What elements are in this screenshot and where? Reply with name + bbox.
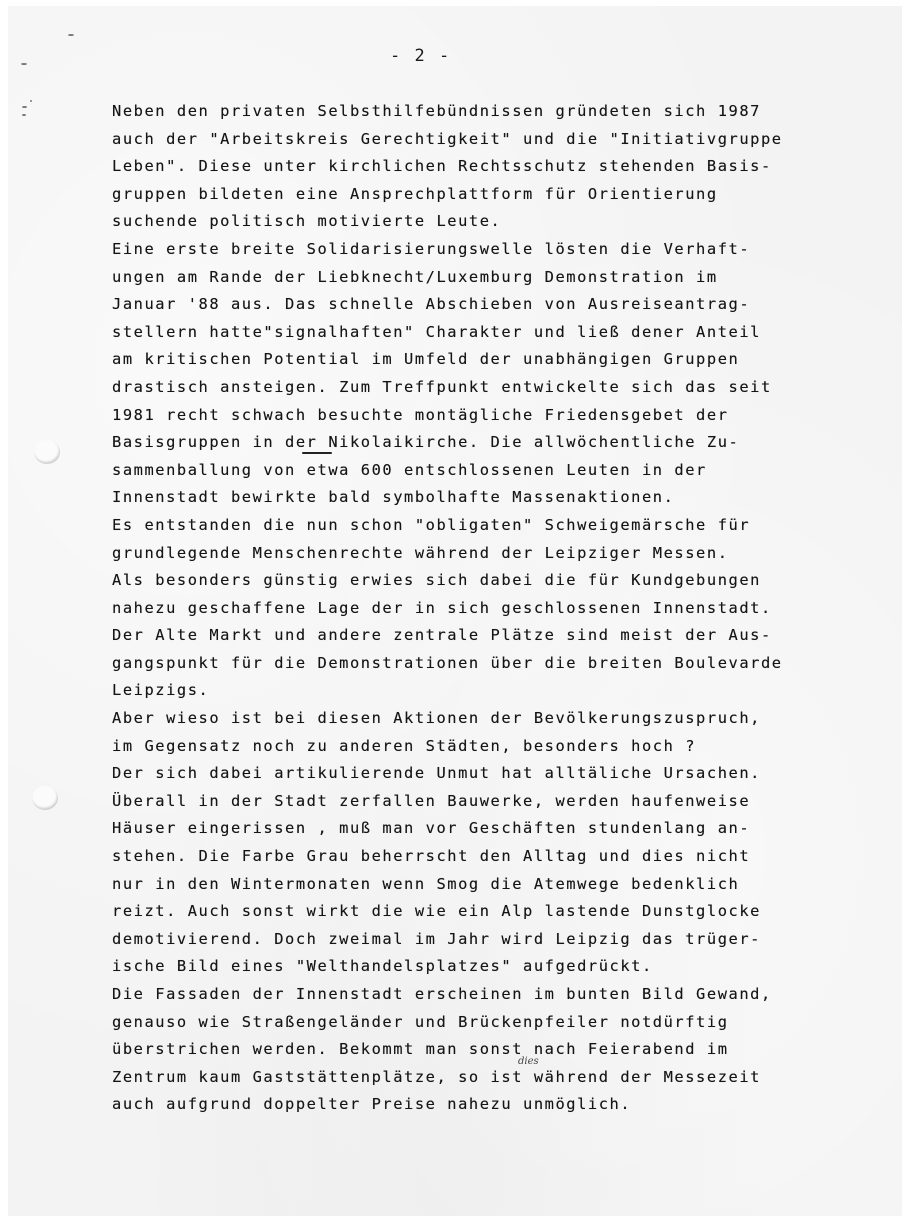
text-line: drastisch ansteigen. Zum Treffpunkt entwickelte sich das seit: [112, 377, 772, 396]
scan-speck: [21, 63, 27, 65]
text-line: Neben den privaten Selbsthilfebündnissen gründeten sich 1987: [112, 102, 761, 120]
text-line: Der Alte Markt und andere zentrale Plätze sind meist der Aus-: [112, 626, 772, 645]
handwritten-underline-mark: [302, 452, 332, 454]
text-line: ische Bild eines "Welthandelsplatzes" aufgedrückt.: [112, 957, 653, 976]
text-line: überstrichen werden. Bekommt man sonst nach Feierabend im: [112, 1040, 729, 1059]
text-line: im Gegensatz noch zu anderen Städten, besonders hoch ?: [112, 736, 697, 755]
text-line: Zentrum kaum Gaststättenplätze, so ist während der Messezeit: [112, 1067, 761, 1086]
punch-hole: [32, 786, 58, 810]
text-line: Januar '88 aus. Das schnelle Abschieben von Ausreiseantrag-: [112, 295, 751, 314]
text-line: gangspunkt für die Demonstrationen über die breiten Boulevarde: [112, 653, 783, 672]
text-line: Leben". Diese unter kirchlichen Rechtsschutz stehenden Basis-: [112, 157, 772, 176]
text-line: genauso wie Straßengeländer und Brückenpfeiler notdürftig: [112, 1012, 729, 1031]
scan-speck: [30, 100, 32, 102]
text-line: auch der "Arbeitskreis Gerechtigkeit" und die "Initiativgruppe: [112, 129, 783, 148]
scan-speck: [68, 34, 74, 36]
text-line: Leipzigs.: [112, 681, 210, 700]
text-line: 1981 recht schwach besuchte montägliche Friedensgebet der: [112, 405, 729, 424]
text-line: Es entstanden die nun schon "obligaten" Schweigemärsche für: [112, 515, 751, 534]
text-line: ungen am Rande der Liebknecht/Luxemburg Demonstration im: [112, 267, 718, 286]
punch-hole: [34, 440, 60, 464]
text-line: Basisgruppen in der Nikolaikirche. Die allwöchentliche Zu-: [112, 433, 740, 452]
text-line: Der sich dabei artikulierende Unmut hat alltäliche Ursachen.: [112, 764, 761, 783]
text-line: am kritischen Potential im Umfeld der unabhängigen Gruppen: [112, 350, 740, 369]
scan-speck: [22, 114, 26, 116]
text-line: Häuser eingerissen , muß man vor Geschäften stundenlang an-: [112, 819, 751, 838]
typewritten-body: [112, 98, 832, 1119]
scan-speck: [22, 106, 27, 108]
text-line: Aber wieso ist bei diesen Aktionen der Bevölkerungszuspruch,: [112, 709, 761, 728]
text-line: Die Fassaden der Innenstadt erscheinen im bunten Bild Gewand,: [112, 985, 772, 1003]
handwritten-annotation: dies: [518, 1056, 539, 1067]
text-line: nur in den Wintermonaten wenn Smog die Atemwege bedenklich: [112, 874, 740, 893]
text-line: gruppen bildeten eine Ansprechplattform für Orientierung: [112, 184, 718, 203]
text-line: Überall in der Stadt zerfallen Bauwerke, werden haufenweise: [112, 791, 751, 810]
text-line: nahezu geschaffene Lage der in sich geschlossenen Innenstadt.: [112, 598, 772, 617]
text-line: Als besonders günstig erwies sich dabei die für Kundgebungen: [112, 571, 761, 590]
text-line: suchende politisch motivierte Leute.: [112, 212, 502, 231]
page-number: - 2 -: [390, 46, 452, 66]
text-line: sammenballung von etwa 600 entschlossenen Leuten in der: [112, 460, 707, 479]
text-line: stellern hatte"signalhaften" Charakter und ließ dener Anteil: [112, 322, 761, 341]
text-line: stehen. Die Farbe Grau beherrscht den Alltag und dies nicht: [112, 847, 751, 866]
text-line: demotivierend. Doch zweimal im Jahr wird Leipzig das trüger-: [112, 929, 761, 948]
text-line: auch aufgrund doppelter Preise nahezu unmöglich.: [112, 1095, 632, 1114]
scanned-page: [8, 6, 902, 1216]
text-line: Innenstadt bewirkte bald symbolhafte Massenaktionen.: [112, 488, 675, 507]
text-line: reizt. Auch sonst wirkt die wie ein Alp lastende Dunstglocke: [112, 902, 761, 921]
text-line: grundlegende Menschenrechte während der Leipziger Messen.: [112, 543, 729, 562]
text-line: Eine erste breite Solidarisierungswelle lösten die Verhaft-: [112, 239, 751, 258]
